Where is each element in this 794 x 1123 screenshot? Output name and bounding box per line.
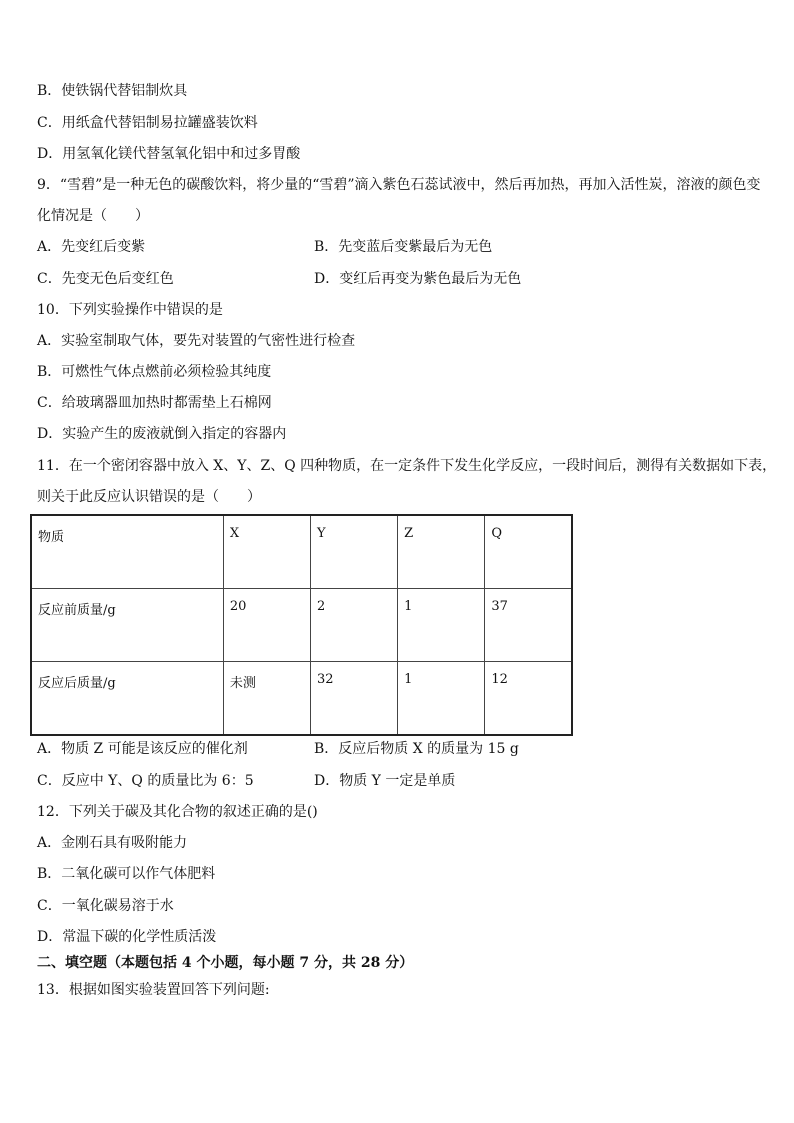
table-cell: 32 [311, 662, 398, 736]
q12-option-a: A．金刚石具有吸附能力 [37, 835, 188, 851]
q8-option-d: D．用氢氧化镁代替氢氧化铝中和过多胃酸 [37, 146, 301, 162]
table-cell: 反应后质量/g [31, 662, 223, 736]
q8-option-c: C．用纸盒代替铝制易拉罐盛装饮料 [37, 115, 258, 131]
q12-option-d: D．常温下碳的化学性质活泼 [37, 929, 217, 945]
table-header-cell: Q [485, 515, 572, 589]
table-cell: 1 [398, 589, 485, 662]
table-header-cell: 物质 [31, 515, 223, 589]
q12-stem: 12．下列关于碳及其化合物的叙述正确的是() [37, 804, 318, 820]
mass-data-table [30, 514, 573, 736]
q10-option-c: C．给玻璃器皿加热时都需垫上石棉网 [37, 395, 272, 411]
table-row [31, 589, 572, 662]
table-cell: 未测 [223, 662, 310, 736]
q11-option-a: A．物质 Z 可能是该反应的催化剂 [37, 741, 248, 757]
table-cell: 1 [398, 662, 485, 736]
table-header-cell: X [223, 515, 310, 589]
table-cell: 20 [223, 589, 310, 662]
q9-stem-line-2: 化情况是（ ） [37, 208, 149, 224]
q9-option-d: D．变红后再变为紫色最后为无色 [314, 271, 522, 287]
q11-stem-line-2: 则关于此反应认识错误的是（ ） [37, 489, 261, 505]
q11-option-c: C．反应中 Y、Q 的质量比为 6：5 [37, 773, 254, 789]
q11-option-d: D．物质 Y 一定是单质 [314, 773, 456, 789]
q13-stem: 13．根据如图实验装置回答下列问题: [37, 982, 270, 998]
q10-option-a: A．实验室制取气体，要先对装置的气密性进行检查 [37, 333, 356, 349]
q10-option-d: D．实验产生的废液就倒入指定的容器内 [37, 426, 287, 442]
q8-option-b: B．使铁锅代替铝制炊具 [37, 83, 188, 99]
table-header-row [31, 515, 572, 589]
section-heading: 二、填空题（本题包括 4 个小题，每小题 7 分，共 28 分） [37, 955, 414, 971]
q9-stem-line-1: 9．“雪碧”是一种无色的碳酸饮料，将少量的“雪碧”滴入紫色石蕊试液中，然后再加热，再加入活性炭，溶液的颜色变 [37, 177, 761, 193]
table-header-cell: Z [398, 515, 485, 589]
table-row [31, 662, 572, 736]
table-cell: 37 [485, 589, 572, 662]
q11-option-b: B．反应后物质 X 的质量为 15 g [314, 741, 519, 757]
table-cell: 反应前质量/g [31, 589, 223, 662]
q10-stem: 10．下列实验操作中错误的是 [37, 302, 223, 318]
table-header-cell: Y [311, 515, 398, 589]
q12-option-b: B．二氧化碳可以作气体肥料 [37, 866, 216, 882]
q9-option-c: C．先变无色后变红色 [37, 271, 174, 287]
q11-stem-line-1: 11．在一个密闭容器中放入 X、Y、Z、Q 四种物质，在一定条件下发生化学反应，一段时间后，测得有关数据如下表， [37, 458, 777, 474]
q12-option-c: C．一氧化碳易溶于水 [37, 898, 174, 914]
q10-option-b: B．可燃性气体点燃前必须检验其纯度 [37, 364, 272, 380]
table-cell: 2 [311, 589, 398, 662]
q9-option-a: A．先变红后变紫 [37, 239, 146, 255]
q9-option-b: B．先变蓝后变紫最后为无色 [314, 239, 493, 255]
table-cell: 12 [485, 662, 572, 736]
